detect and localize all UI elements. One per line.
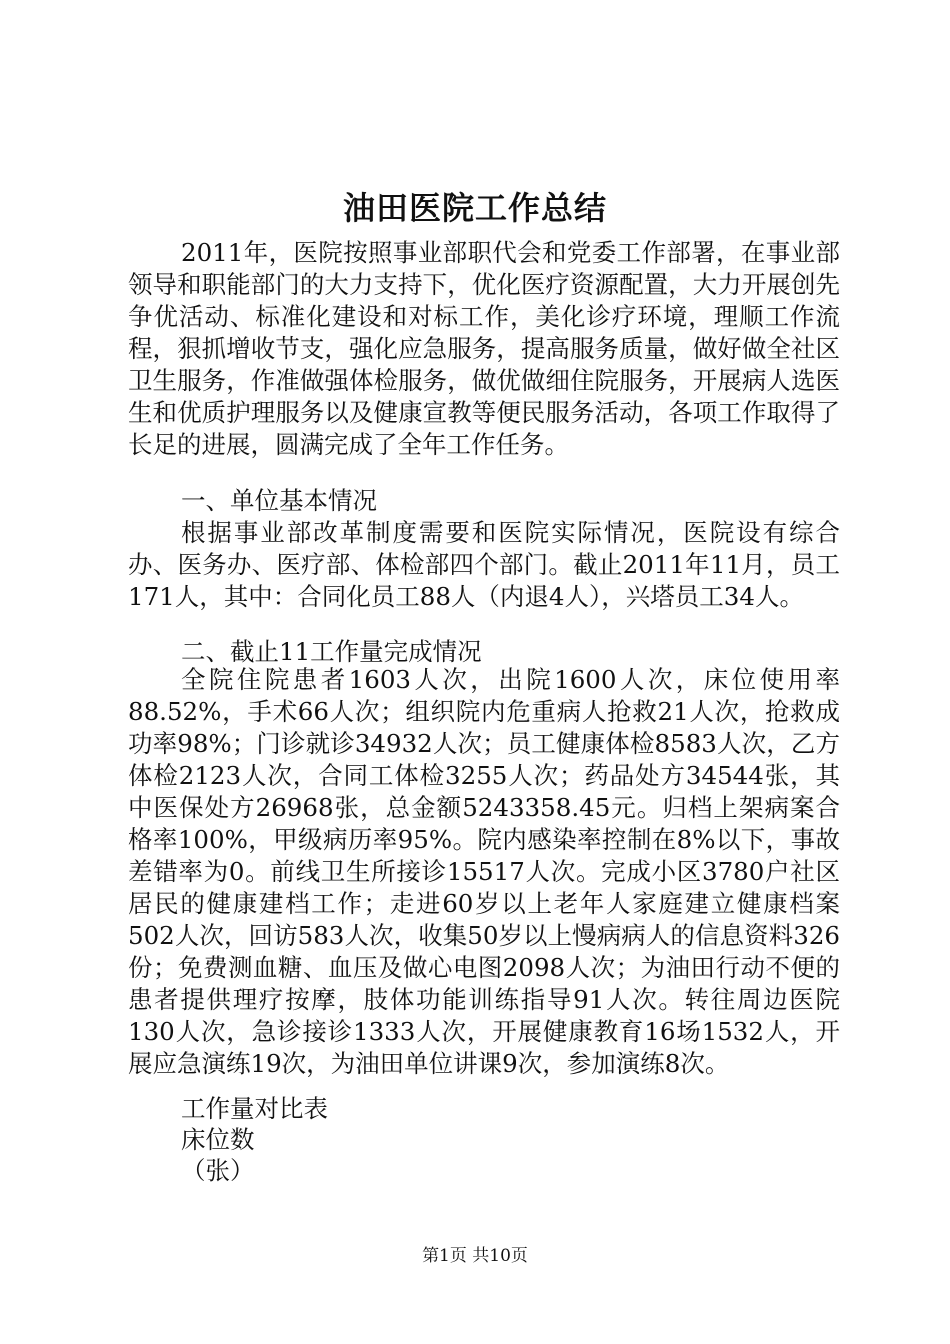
table-caption: 工作量对比表 [181,1094,328,1123]
page-footer: 第1页 共10页 [422,1246,528,1266]
section-1-paragraph: 根据事业部改革制度需要和医院实际情况，医院设有综合办、医务办、医疗部、体检部四个部门。截止2011年11月，员工171人，其中：合同化员工88人（内退4人），兴塔员工34人。 [128,518,840,611]
bed-count-label: 床位数 [181,1125,255,1154]
bed-count-unit: （张） [181,1156,255,1185]
intro-paragraph: 2011年，医院按照事业部职代会和党委工作部署，在事业部领导和职能部门的大力支持下，优化医疗资源配置，大力开展创先争优活动、标准化建设和对标工作，美化诊疗环境，理顺工作流程，狠抓增收节支，强化应急服务，提高服务质量，做好做全社区卫生服务，作准做强体检服务，做优做细住院服务，开展病人选医生和优质护理服务以及健康宣教等便民服务活动，各项工作取得了长足的进展，圆满完成了全年工作任务。 [128,238,840,459]
section-heading-1: 一、单位基本情况 [181,486,377,515]
document-title: 油田医院工作总结 [342,189,607,227]
section-heading-2: 二、截止11工作量完成情况 [181,637,482,666]
section-2-paragraph: 全院住院患者1603人次，出院1600人次，床位使用率88.52%，手术66人次；组织院内危重病人抢救21人次，抢救成功率98%；门诊就诊34932人次；员工健康体检8583人次，乙方体检2123人次，合同工体检3255人次；药品处方34544张，其中医保处方26968张，总金额5243358.45元。归档上架病案合格率100%，甲级病历率95%。院内感染率控制在8%以下，事故差错率为0。前线卫生所接诊15517人次。完成小区3780户社区居民的健康建档工作；走进60岁以上老年人家庭建立健康档案502人次，回访583人次，收集50岁以上慢病病人的信息资料326份；免费测血糖、血压及做心电图2098人次；为油田行动不便的患者提供理疗按摩，肢体功能训练指导91人次。转往周边医院130人次，急诊接诊1333人次，开展健康教育16场1532人，开展应急演练19次，为油田单位讲课9次，参加演练8次。 [128,665,840,1078]
